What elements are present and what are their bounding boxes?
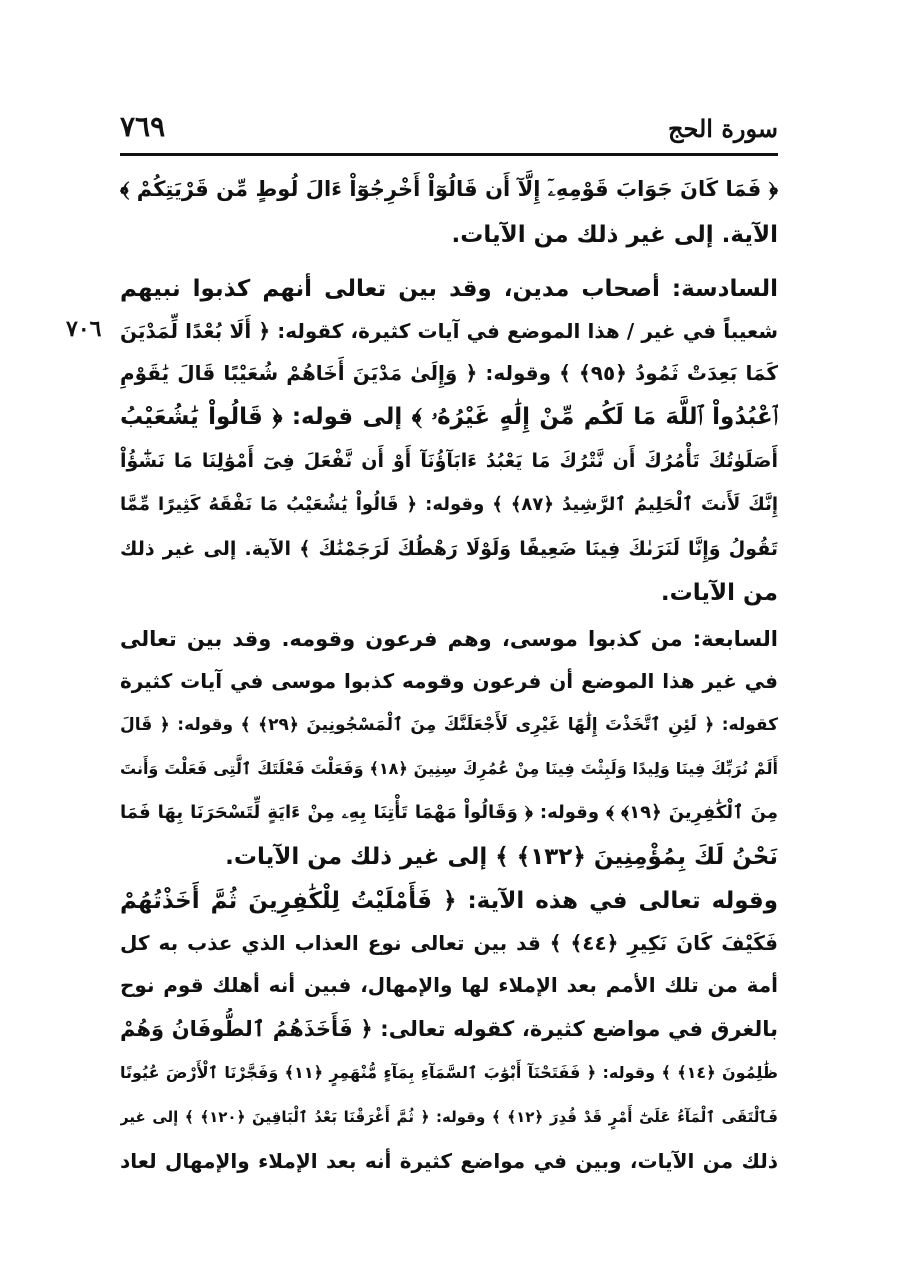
page-number: ٧٦٩ (120, 110, 166, 143)
text-line: وقوله تعالى في هذه الآية: ﴿ فَأَمْلَيْتُ لِلْكَٰفِرِينَ ثُمَّ أَخَذْتُهُمْ (120, 888, 778, 914)
text-line: السابعة: من كذبوا موسى، وهم فرعون وقومه. وقد بين تعالى (120, 627, 778, 651)
text-line: إِنَّكَ لَأَنتَ ٱلْحَلِيمُ ٱلرَّشِيدُ ﴿٨٧﴾ ﴾ وقوله: ﴿ قَالُواْ يَٰشُعَيْبُ مَا نَفْقَهُ كَثِيرًا مِّمَّا (120, 494, 778, 515)
text-line: ٱعْبُدُواْ ٱللَّهَ مَا لَكُم مِّنْ إِلَٰهٍ غَيْرُهُۥ ﴾ إلى قوله: ﴿ قَالُواْ يَٰشُعَيْبُ (120, 404, 778, 430)
text-line: مِنَ ٱلْكَٰفِرِينَ ﴿١٩﴾ ﴾ وقوله: ﴿ وَقَالُواْ مَهْمَا تَأْتِنَا بِهِۦ مِنْ ءَايَةٍ لِّتَسْحَرَنَا بِهَا فَمَا (120, 802, 778, 823)
text-line: بالغرق في مواضع كثيرة، كقوله تعالى: ﴿ فَأَخَذَهُمُ ٱلطُّوفَانُ وَهُمْ (120, 1017, 778, 1041)
text-line: شعيباً في غير / هذا الموضع في آيات كثيرة، كقوله: ﴿ أَلَا بُعْدًا لِّمَدْيَنَ (120, 319, 778, 343)
text-line: في غير هذا الموضع أن فرعون وقومه كذبوا موسى في آيات كثيرة (120, 669, 778, 693)
text-line: أَلَمْ نُرَبِّكَ فِينَا وَلِيدًا وَلَبِثْتَ فِينَا مِنْ عُمُرِكَ سِنِينَ ﴿١٨﴾ وَفَعَلْتَ فَعْلَتَكَ ٱلَّتِى فَعَلْتَ وَأَنتَ (120, 759, 778, 778)
surah-title: سورة الحج (668, 114, 778, 143)
page-header (120, 96, 778, 152)
text-line: ﴿ فَمَا كَانَ جَوَابَ قَوْمِهِۦٓ إِلَّآ أَن قَالُوٓاْ أَخْرِجُوٓاْ ءَالَ لُوطٍ مِّن قَرْيَتِكُمْ ﴾ (120, 177, 778, 201)
text-line: تَقُولُ وَإِنَّا لَنَرَىٰكَ فِينَا ضَعِيفًا وَلَوْلَا رَهْطُكَ لَرَجَمْنَٰكَ ﴾ الآية. إلى غير ذلك (120, 538, 778, 560)
text-line: أمة من تلك الأمم بعد الإملاء لها والإمهال، فبين أنه أهلك قوم نوح (120, 973, 778, 997)
text-line: الآية. إلى غير ذلك من الآيات. (451, 222, 778, 248)
margin-reference: ٧٠٦ (66, 316, 102, 342)
text-line: ذلك من الآيات، وبين في مواضع كثيرة أنه بعد الإملاء والإمهال لعاد (120, 1149, 778, 1173)
text-line: نَحْنُ لَكَ بِمُؤْمِنِينَ ﴿١٣٢﴾ ﴾ إلى غير ذلك من الآيات. (225, 844, 778, 870)
text-line: فَكَيْفَ كَانَ نَكِيرِ ﴿٤٤﴾ ﴾ قد بين تعالى نوع العذاب الذي عذب به كل (120, 931, 778, 955)
text-line: كَمَا بَعِدَتْ ثَمُودُ ﴿٩٥﴾ ﴾ وقوله: ﴿ وَإِلَىٰ مَدْيَنَ أَخَاهُمْ شُعَيْبًا قَالَ يَٰقَوْمِ (120, 361, 778, 385)
text-line: السادسة: أصحاب مدين، وقد بين تعالى أنهم كذبوا نبيهم (120, 276, 778, 302)
header-rule (120, 153, 778, 156)
text-line: كقوله: ﴿ لَئِنِ ٱتَّخَذْتَ إِلَٰهًا غَيْرِى لَأَجْعَلَنَّكَ مِنَ ٱلْمَسْجُونِينَ ﴿٢٩﴾ ﴾ وقوله: ﴿ قَالَ (120, 715, 778, 735)
text-line: ظَٰلِمُونَ ﴿١٤﴾ ﴾ وقوله: ﴿ فَفَتَحْنَآ أَبْوَٰبَ ٱلسَّمَآءِ بِمَآءٍ مُّنْهَمِرٍ ﴿١١﴾ وَفَجَّرْنَا ٱلْأَرْضَ عُيُونًا (120, 1063, 778, 1082)
text-line: أَصَلَوٰتُكَ تَأْمُرُكَ أَن نَّتْرُكَ مَا يَعْبُدُ ءَابَآؤُنَآ أَوْ أَن نَّفْعَلَ فِىٓ أَمْوَٰلِنَا مَا نَشَٰٓؤُاْ (120, 450, 778, 472)
text-line: فَٱلْتَقَى ٱلْمَآءُ عَلَىٰٓ أَمْرٍ قَدْ قُدِرَ ﴿١٢﴾ ﴾ وقوله: ﴿ ثُمَّ أَغْرَقْنَا بَعْدُ ٱلْبَاقِينَ ﴿١٢٠﴾ ﴾ إلى غير (120, 1108, 778, 1126)
text-line: من الآيات. (660, 580, 778, 606)
